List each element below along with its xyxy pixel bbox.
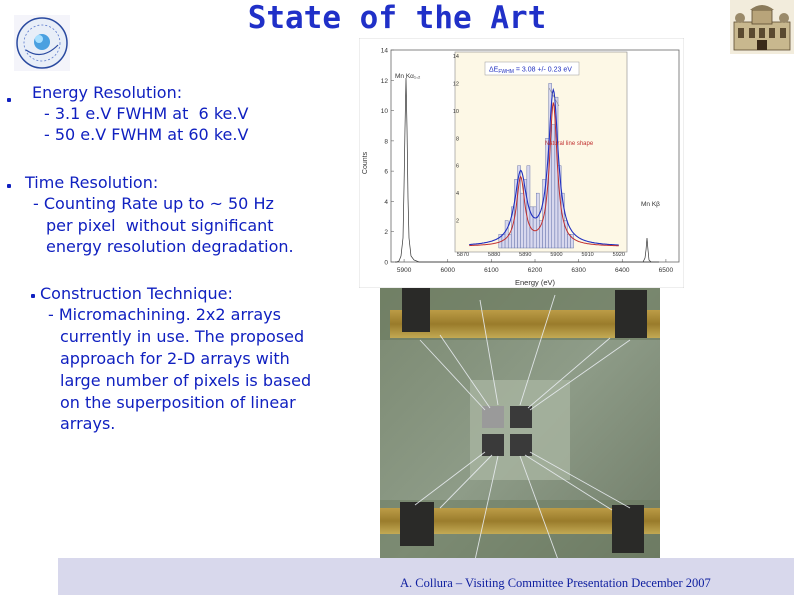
fwhm-subscript: FWHM — [498, 69, 514, 75]
inset-y-tick-label: 6 — [455, 163, 459, 170]
y-tick-label: 4 — [384, 198, 388, 206]
inset-x-tick-label: 5870 — [456, 252, 470, 258]
detector-array-photo — [380, 280, 660, 580]
bullet-line: - Counting Rate up to ~ 50 Hz — [33, 194, 274, 213]
footer-credit: A. Collura – Visiting Committee Presentation December 2007 — [400, 576, 711, 590]
slide-title: State of the Art — [247, 0, 547, 36]
inset-y-tick-label: 8 — [455, 136, 459, 143]
natural-line-shape-label: Natural line shape — [544, 141, 594, 147]
x-tick-label: 6100 — [484, 267, 499, 274]
inset-x-tick-label: 5910 — [581, 252, 594, 258]
inset-x-tick-label: 5900 — [550, 252, 563, 258]
bullet-marker — [7, 98, 11, 102]
bullet-line: energy resolution degradation. — [46, 237, 294, 256]
y-tick-label: 0 — [384, 259, 388, 267]
bullet-heading: Energy Resolution: — [32, 83, 183, 102]
y-axis-label: Counts — [362, 151, 369, 175]
bullet-line: - 50 e.V FWHM at 60 ke.V — [44, 125, 249, 144]
fwhm-value: = 3.08 +/- 0.23 eV — [513, 66, 572, 74]
inset-histogram-bar — [533, 207, 536, 248]
x-tick-label: 6400 — [615, 267, 630, 274]
inset-x-tick-label: 5890 — [519, 252, 532, 258]
x-tick-label: 6300 — [571, 267, 586, 274]
x-axis-label: Energy (eV) — [514, 278, 556, 287]
inset-histogram-bar — [505, 221, 508, 248]
inset-x-tick-label: 5880 — [488, 252, 501, 258]
bullet-heading: Time Resolution: — [25, 173, 159, 192]
bullet-marker — [31, 294, 35, 298]
bullet-line: currently in use. The proposed — [60, 327, 305, 346]
inset-y-tick-label: 14 — [452, 54, 459, 60]
institute-logo — [14, 15, 70, 71]
bullet-line: arrays. — [60, 414, 116, 433]
fwhm-symbol: ΔE — [489, 66, 499, 74]
bullet-marker — [7, 184, 11, 188]
inset-y-tick-label: 10 — [452, 108, 459, 115]
peak-label-mn-kb: Mn Kβ — [641, 201, 660, 208]
y-tick-label: 12 — [380, 77, 388, 85]
x-tick-label: 6500 — [658, 267, 674, 274]
x-tick-label: 5900 — [396, 267, 412, 274]
bullet-line: on the superposition of linear — [60, 393, 296, 412]
bullet-line: - Micromachining. 2x2 arrays — [48, 305, 281, 324]
bullet-line: large number of pixels is based — [60, 371, 312, 390]
inset-y-tick-label: 4 — [455, 191, 459, 198]
y-tick-label: 14 — [380, 47, 388, 55]
bullet-heading: Construction Technique: — [40, 284, 233, 303]
y-tick-label: 10 — [380, 108, 388, 116]
y-tick-label: 6 — [384, 168, 388, 176]
inset-histogram-bar — [567, 234, 570, 248]
y-tick-label: 8 — [384, 138, 388, 146]
inset-x-tick-label: 5920 — [612, 252, 625, 258]
x-tick-label: 6200 — [527, 267, 543, 274]
inset-y-tick-label: 12 — [452, 81, 459, 88]
energy-spectrum-plot — [359, 38, 684, 288]
inset-histogram-bar — [508, 234, 511, 248]
inset-histogram-bar — [521, 193, 524, 248]
y-tick-label: 2 — [384, 229, 388, 237]
bullet-line: - 3.1 e.V FWHM at 6 ke.V — [44, 104, 249, 123]
inset-histogram-bar — [536, 193, 539, 248]
peak-label-mn-ka: Mn Kα₁,₂ — [395, 73, 421, 80]
bullet-line: per pixel without significant — [46, 216, 274, 235]
bullet-line: approach for 2-D arrays with — [60, 349, 290, 368]
x-tick-label: 6000 — [440, 267, 455, 274]
inset-y-tick-label: 2 — [455, 218, 459, 225]
observatory-building-image — [730, 0, 794, 54]
